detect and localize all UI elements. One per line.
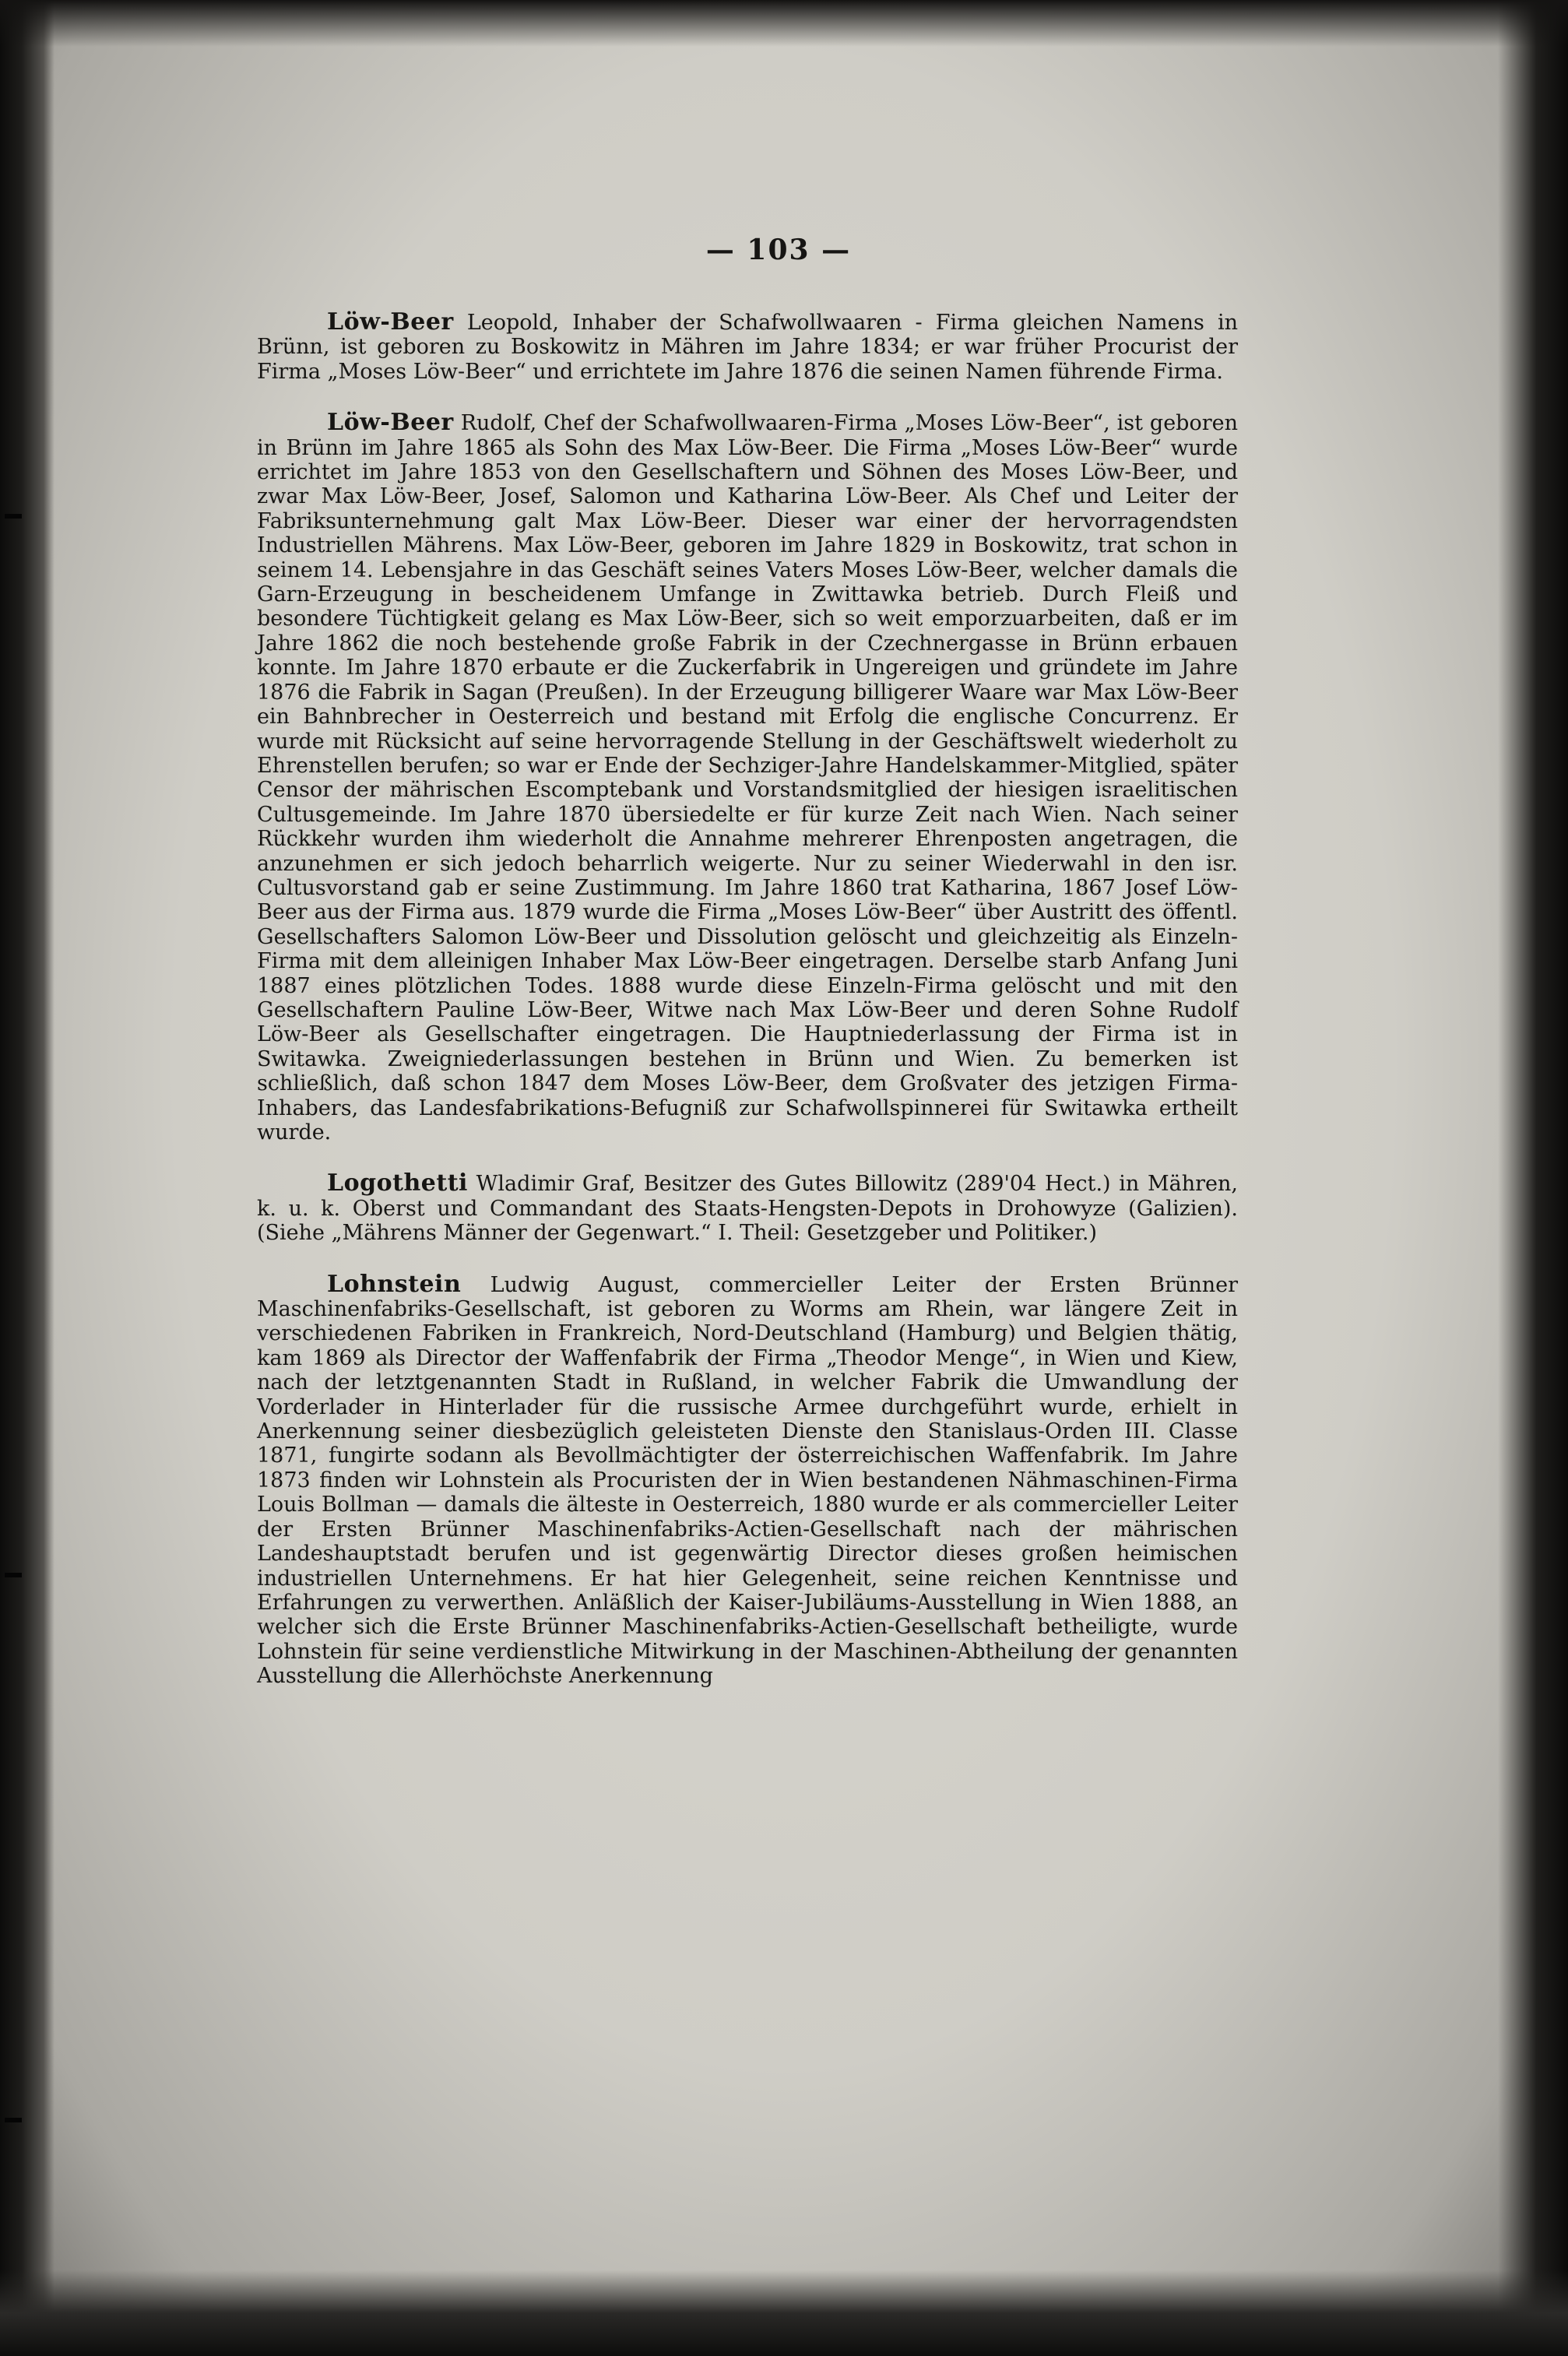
entry-text: Leopold, Inhaber der Schafwollwaaren - Firma gleichen Namens in Brünn, ist geboren zu Boskowitz in Mähren im Jahre 1834; er war früher Procurist der Firma „Moses Löw-Beer“ und errichtete im Jahre 1876 die seinen Namen führende Firma. bbox=[257, 311, 1238, 384]
entry-name: Logothetti bbox=[327, 1169, 468, 1197]
binding-mark bbox=[5, 1573, 22, 1577]
document-page bbox=[257, 234, 1238, 1715]
entry-text: Rudolf, Chef der Schafwollwaaren-Firma „Moses Löw-Beer“, ist geboren in Brünn im Jahre 1865 als Sohn des Max Löw-Beer. Die Firma „Moses Löw-Beer“ wurde errichtet im Jahre 1853 von den Gesellschaftern und Söhnen des Moses Löw-Beer, und zwar Max Löw-Beer, Josef, Salomon und Katharina Löw-Beer. Als Chef und Leiter der Fabriksunternehmung galt Max Löw-Beer. Dieser war einer der hervorragendsten Industriellen Mährens. Max Löw-Beer, geboren im Jahre 1829 in Boskowitz, trat schon in seinem 14. Lebensjahre in das Geschäft seines Vaters Moses Löw-Beer, welcher damals die Garn-Erzeugung in bescheidenem Umfange in Zwittawka betrieb. Durch Fleiß und besondere Tüchtigkeit gelang es Max Löw-Beer, sich so weit emporzuarbeiten, daß er im Jahre 1862 die noch bestehende große Fabrik in der Czechnergasse in Brünn erbauen konnte. Im Jahre 1870 erbaute er die Zuckerfabrik in Ungereigen und gründete im Jahre 1876 die Fabrik in Sagan (Preußen). In der Erzeugung billigerer Waare war Max Löw-Beer ein Bahnbrecher in Oesterreich und bestand mit Erfolg die englische Concurrenz. Er wurde mit Rücksicht auf seine hervorragende Stellung in der Geschäftswelt wiederholt zu Ehrenstellen berufen; so war er Ende der Sechziger-Jahre Handelskammer-Mitglied, später Censor der mährischen Escomptebank und Vorstandsmitglied der hiesigen israelitischen Cultusgemeinde. Im Jahre 1870 übersiedelte er für kurze Zeit nach Wien. Nach seiner Rückkehr wurden ihm wiederholt die Annahme mehrerer Ehrenposten angetragen, die anzunehmen er sich jedoch beharrlich weigerte. Nur zu seiner Wiederwahl in den isr. Cultusvorstand gab er seine Zustimmung. Im Jahre 1860 trat Katharina, 1867 Josef Löw-Beer aus der Firma aus. 1879 wurde die Firma „Moses Löw-Beer“ über Austritt des öffentl. Gesellschafters Salomon Löw-Beer und Dissolution gelöscht und gleichzeitig als Einzeln-Firma mit dem alleinigen Inhaber Max Löw-Beer eingetragen. Derselbe starb Anfang Juni 1887 eines plötzlichen Todes. 1888 wurde diese Einzeln-Firma gelöscht und mit den Gesellschaftern Pauline Löw-Beer, Witwe nach Max Löw-Beer und deren Sohne Rudolf Löw-Beer als Gesellschafter eingetragen. Die Hauptniederlassung der Firma ist in Switawka. Zweigniederlassungen bestehen in Brünn und Wien. Zu bemerken ist schließlich, daß schon 1847 dem Moses Löw-Beer, dem Großvater des jetzigen Firma-Inhabers, das Landesfabrikations-Befugniß zur Schafwollspinnerei für Switawka ertheilt wurde. bbox=[257, 411, 1238, 1145]
entry-loew-beer-leopold bbox=[257, 310, 1238, 384]
top-scan-shadow bbox=[0, 0, 1568, 47]
binding-mark bbox=[5, 2118, 22, 2122]
right-scan-shadow bbox=[1498, 0, 1568, 2356]
entry-name: Löw-Beer bbox=[327, 308, 454, 336]
left-scan-shadow bbox=[0, 0, 54, 2356]
entry-text: Ludwig August, commercieller Leiter der Ersten Brünner Maschinenfabriks-Gesellschaft, ist geboren zu Worms am Rhein, war längere Zeit in verschiedenen Fabriken in Frankreich, Nord-Deutschland (Hamburg) und Belgien thätig, kam 1869 als Director der Waffenfabrik der Firma „Theodor Menge“, in Wien und Kiew, nach der letztgenannten Stadt in Rußland, in welcher Fabrik die Umwandlung der Vorderlader in Hinterlader für die russische Armee durchgeführt wurde, erhielt in Anerkennung seiner diesbezüglich geleisteten Dienste den Stanislaus-Orden III. Classe 1871, fungirte sodann als Bevollmächtigter der österreichischen Waffenfabrik. Im Jahre 1873 finden wir Lohnstein als Procuristen der in Wien bestandenen Nähmaschinen-Firma Louis Bollman — damals die älteste in Oesterreich, 1880 wurde er als commercieller Leiter der Ersten Brünner Maschinenfabriks-Actien-Gesellschaft nach der mährischen Landeshauptstadt berufen und ist gegenwärtig Director dieses großen heimischen industriellen Unternehmens. Er hat hier Gelegenheit, seine reichen Kenntnisse und Erfahrungen zu verwerthen. Anläßlich der Kaiser-Jubiläums-Ausstellung in Wien 1888, an welcher sich die Erste Brünner Maschinenfabriks-Actien-Gesellschaft betheiligte, wurde Lohnstein für seine verdienstliche Mitwirkung in der Maschinen-Abtheilung der genannten Ausstellung die Allerhöchste Anerkennung bbox=[257, 1272, 1238, 1689]
page-number: — 103 — bbox=[705, 234, 852, 266]
entry-name: Lohnstein bbox=[327, 1270, 462, 1298]
entry-logothetti bbox=[257, 1171, 1238, 1245]
entry-text: Wladimir Graf, Besitzer des Gutes Billowitz (289'04 Hect.) in Mähren, k. u. k. Oberst und Commandant des Staats-Hengsten-Depots in Drohowyze (Galizien). (Siehe „Mährens Männer der Gegenwart.“ I. Theil: Gesetzgeber und Politiker.) bbox=[257, 1172, 1238, 1246]
bottom-scan-shadow bbox=[0, 2270, 1568, 2356]
entry-loew-beer-rudolf bbox=[257, 410, 1238, 1145]
binding-mark bbox=[5, 514, 22, 519]
entry-lohnstein bbox=[257, 1272, 1238, 1689]
entry-name: Löw-Beer bbox=[327, 409, 454, 437]
